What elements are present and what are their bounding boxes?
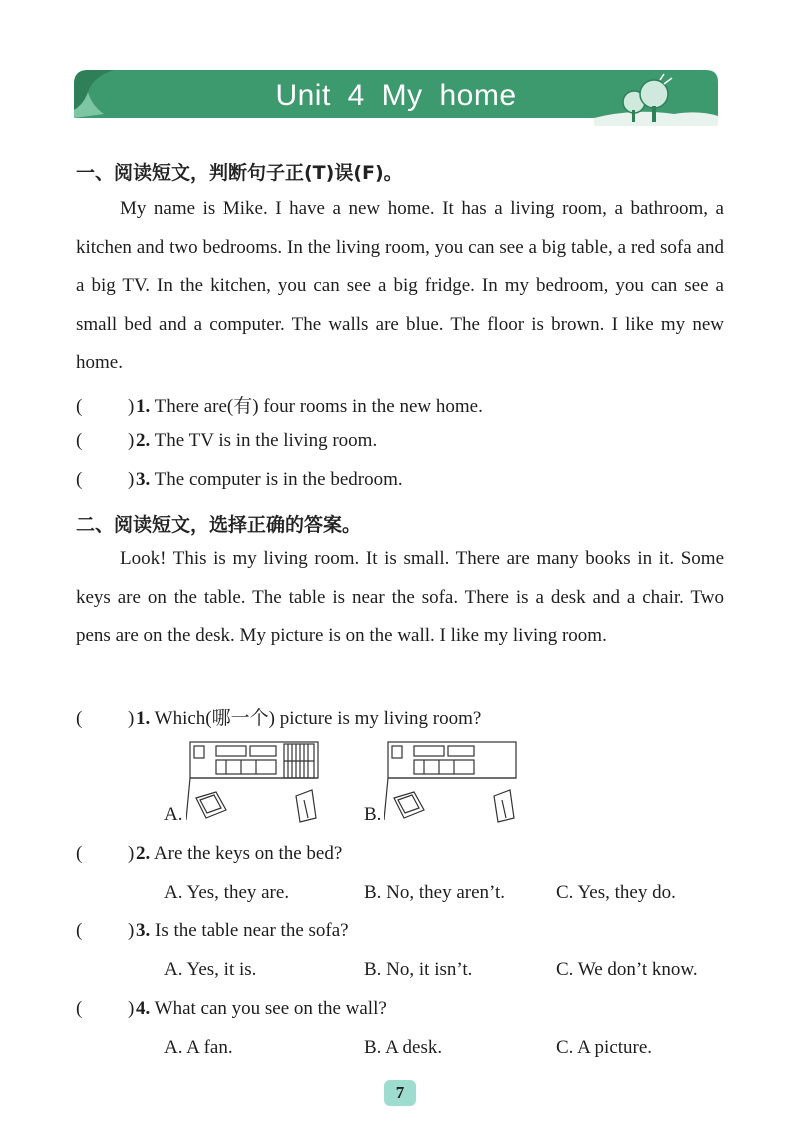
section-2-passage: Look! This is my living room. It is small. There are many books in it. Some keys are on the table. The table is near the sofa. There is a desk and a chair. Two pens are on the desk. My picture is on the wall. I like my living room. bbox=[76, 548, 724, 647]
page-number: 7 bbox=[384, 1080, 416, 1106]
option-a[interactable]: A. Yes, they are. bbox=[164, 882, 290, 903]
s2-question-2: ( )2. Are the keys on the bed? bbox=[76, 843, 343, 864]
page-title: Unit 4 My home bbox=[275, 79, 517, 112]
answer-blank[interactable]: ( bbox=[76, 843, 83, 864]
option-b[interactable]: B. No, they aren’t. bbox=[364, 882, 506, 903]
section-1-title: 一、阅读短文，判断句子正(T)误(F)。 bbox=[76, 162, 403, 184]
living-room-picture-a[interactable] bbox=[186, 740, 322, 824]
s2-question-4: ( )4. What can you see on the wall? bbox=[76, 998, 387, 1019]
option-b-label[interactable]: B. bbox=[364, 804, 382, 825]
option-c[interactable]: C. We don’t know. bbox=[556, 959, 698, 980]
unit-banner bbox=[74, 70, 718, 126]
s1-question-3: ( )3. The computer is in the bedroom. bbox=[76, 469, 403, 490]
answer-blank[interactable]: ( bbox=[76, 998, 83, 1019]
living-room-picture-b[interactable] bbox=[384, 740, 520, 824]
answer-blank[interactable]: ( bbox=[76, 396, 83, 417]
answer-blank[interactable]: ( bbox=[76, 920, 83, 941]
option-a-label[interactable]: A. bbox=[164, 804, 183, 825]
option-b[interactable]: B. A desk. bbox=[364, 1037, 443, 1058]
answer-blank[interactable]: ( bbox=[76, 469, 83, 490]
s2-question-1: ( )1. Which(哪一个) picture is my living room? bbox=[76, 708, 482, 729]
option-b[interactable]: B. No, it isn’t. bbox=[364, 959, 473, 980]
answer-blank[interactable]: ( bbox=[76, 430, 83, 451]
option-a[interactable]: A. Yes, it is. bbox=[164, 959, 257, 980]
section-2-title: 二、阅读短文，选择正确的答案。 bbox=[76, 514, 362, 536]
answer-blank[interactable]: ( bbox=[76, 708, 83, 729]
s2-question-3: ( )3. Is the table near the sofa? bbox=[76, 920, 349, 941]
s1-question-2: ( )2. The TV is in the living room. bbox=[76, 430, 378, 451]
option-c[interactable]: C. Yes, they do. bbox=[556, 882, 676, 903]
option-a[interactable]: A. A fan. bbox=[164, 1037, 233, 1058]
section-1-passage: My name is Mike. I have a new home. It has a living room, a bathroom, a kitchen and two bedrooms. In the living room, you can see a big table, a red sofa and a big TV. In the kitchen, you can see a big fridge. In my bedroom, you can see a small bed and a computer. The walls are blue. The floor is brown. I like my new home. bbox=[76, 198, 724, 374]
s1-question-1: ( )1. There are(有) four rooms in the new home. bbox=[76, 396, 483, 417]
option-c[interactable]: C. A picture. bbox=[556, 1037, 653, 1058]
